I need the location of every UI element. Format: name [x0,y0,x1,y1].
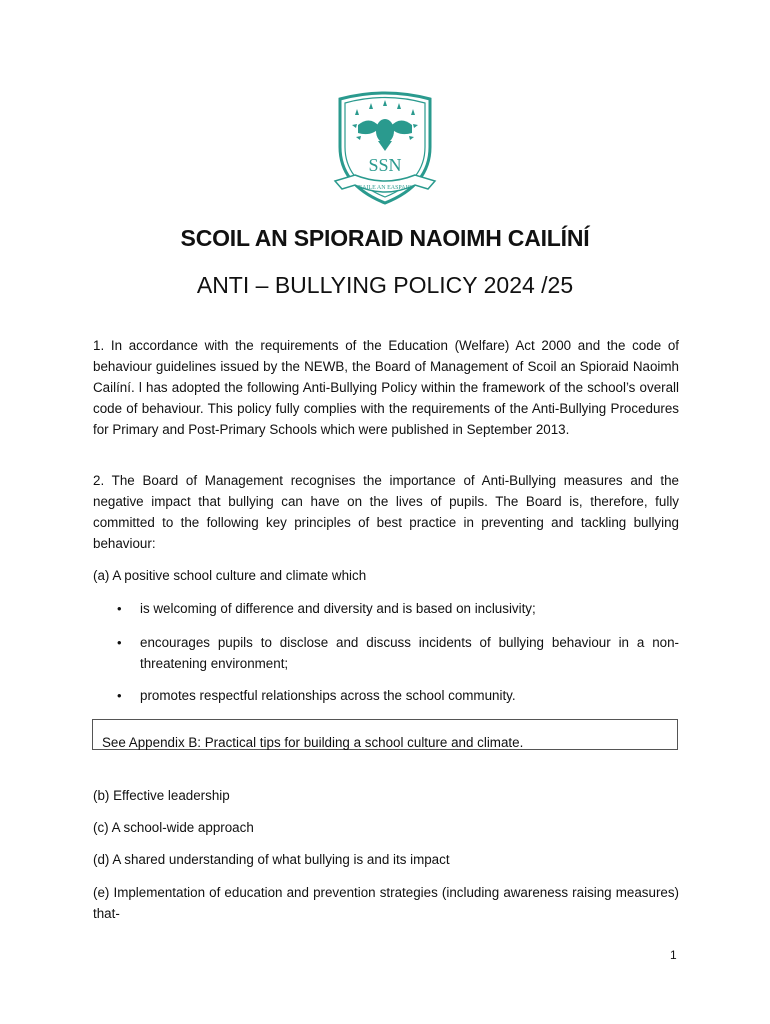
item-d: (d) A shared understanding of what bullying is and its impact [93,852,450,867]
appendix-note-box [92,719,678,750]
crest-motto: BAILE AN EASPAIG [358,185,412,191]
crest-monogram: SSN [368,155,402,175]
item-a: (a) A positive school culture and climate which [93,568,367,583]
paragraph-1: 1. In accordance with the requirements of the Education (Welfare) Act 2000 and the code of behaviour guidelines issued by the NEWB, the Board of Management of Scoil an Spioraid Naoimh Cailíní. l has adopted the following Anti-Bullying Policy within the framework of the school’s overall code of behaviour. This policy fully complies with the requirements of the Anti-Bullying Procedures for Primary and Post-Primary Schools which were published in September 2013. [93,338,679,437]
item-e: (e) Implementation of education and prevention strategies (including awareness raising measures) that- [93,885,679,921]
bullet-icon: • [117,635,122,650]
policy-title: ANTI – BULLYING POLICY 2024 /25 [196,272,574,298]
appendix-note: See Appendix B: Practical tips for building a school culture and climate. [102,735,524,750]
school-crest-logo [330,85,440,215]
item-c: (c) A school-wide approach [93,820,254,835]
item-b: (b) Effective leadership [93,788,230,803]
bullet-icon: • [117,601,122,616]
school-name-title: SCOIL AN SPIORAID NAOIMH CAILÍNÍ [180,225,590,251]
bullet-icon: • [117,688,122,703]
page-number: 1 [670,948,677,962]
bullet-2: encourages pupils to disclose and discuss incidents of bullying behaviour in a non-threatening environment; [140,635,679,671]
bullet-3: promotes respectful relationships across the school community. [140,688,516,703]
bullet-1: is welcoming of difference and diversity and is based on inclusivity; [140,601,536,616]
paragraph-2: 2. The Board of Management recognises the importance of Anti-Bullying measures and the negative impact that bullying can have on the lives of pupils. The Board is, therefore, fully committed to the following key principles of best practice in preventing and tackling bullying behaviour: [93,473,679,551]
